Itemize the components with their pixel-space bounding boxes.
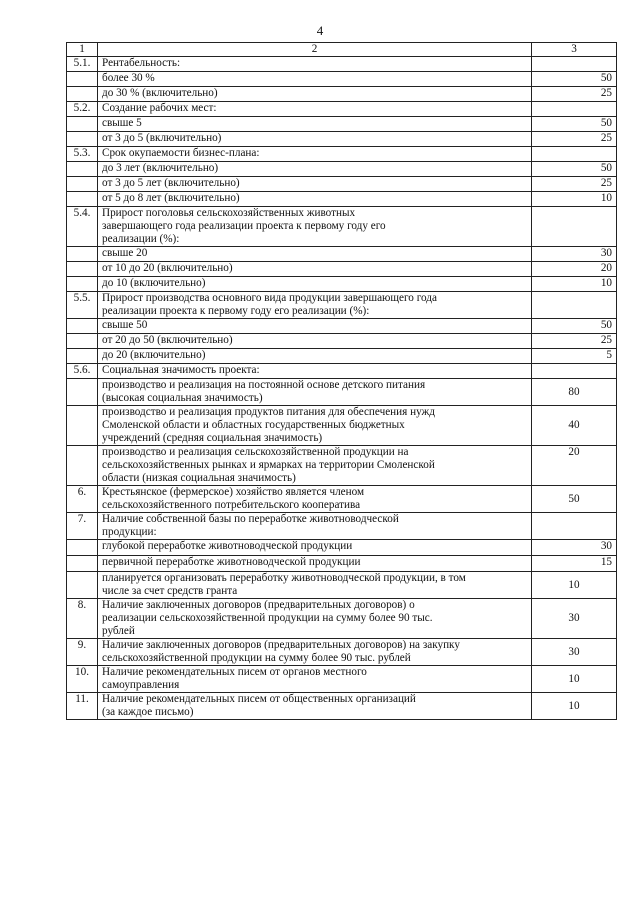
table-row xyxy=(67,349,617,364)
table-row xyxy=(67,446,617,486)
table-row xyxy=(67,102,617,117)
points: 10 xyxy=(532,572,617,599)
points: 10 xyxy=(532,693,617,720)
table-row xyxy=(67,693,617,720)
table-row xyxy=(67,364,617,379)
criterion-title: Наличие рекомендательных писем от общественных организаций (за каждое письмо) xyxy=(98,693,532,720)
criterion-option: до 30 % (включительно) xyxy=(98,87,532,102)
criterion-title: Срок окупаемости бизнес-плана: xyxy=(98,147,532,162)
table-row xyxy=(67,599,617,639)
criterion-option: от 5 до 8 лет (включительно) xyxy=(98,192,532,207)
points: 30 xyxy=(532,599,617,639)
page-number: 4 xyxy=(316,23,324,38)
criterion-title: Рентабельность: xyxy=(98,57,532,72)
points: 15 xyxy=(532,556,617,572)
row-number: 5.2. xyxy=(67,102,98,117)
criterion-option: до 10 (включительно) xyxy=(98,277,532,292)
row-number: 7. xyxy=(67,513,98,540)
points: 50 xyxy=(532,486,617,513)
row-number: 5.5. xyxy=(67,292,98,319)
criterion-option: до 3 лет (включительно) xyxy=(98,162,532,177)
table-row xyxy=(67,177,617,192)
criteria-table xyxy=(66,42,617,720)
criterion-option: первичной переработке животноводческой продукции xyxy=(98,556,532,572)
points: 25 xyxy=(532,334,617,349)
points: 50 xyxy=(532,117,617,132)
row-number: 11. xyxy=(67,693,98,720)
points: 50 xyxy=(532,72,617,87)
criterion-option: глубокой переработке животноводческой продукции xyxy=(98,540,532,556)
table-row xyxy=(67,162,617,177)
header-col2: 2 xyxy=(98,43,532,57)
table-row xyxy=(67,666,617,693)
criterion-option: производство и реализация продуктов питания для обеспечения нужд Смоленской области и областных государственных бюджетных учреждений (средняя социальная значимость) xyxy=(98,406,532,446)
points: 80 xyxy=(532,379,617,406)
points: 30 xyxy=(532,639,617,666)
header-col3: 3 xyxy=(532,43,617,57)
criterion-title: Наличие рекомендательных писем от органов местного самоуправления xyxy=(98,666,532,693)
criterion-title: Прирост поголовья сельскохозяйственных животных завершающего года реализации проекта к первому году его реализации (%): xyxy=(98,207,532,247)
table-row xyxy=(67,72,617,87)
criterion-option: до 20 (включительно) xyxy=(98,349,532,364)
table-row xyxy=(67,292,617,319)
row-number: 5.1. xyxy=(67,57,98,72)
table-row xyxy=(67,486,617,513)
criterion-option: более 30 % xyxy=(98,72,532,87)
points: 50 xyxy=(532,319,617,334)
points: 30 xyxy=(532,247,617,262)
table-row xyxy=(67,406,617,446)
header-col1: 1 xyxy=(67,43,98,57)
criterion-option: от 20 до 50 (включительно) xyxy=(98,334,532,349)
row-number: 6. xyxy=(67,486,98,513)
points: 20 xyxy=(532,446,617,486)
points: 20 xyxy=(532,262,617,277)
criterion-title: Наличие собственной базы по переработке животноводческой продукции: xyxy=(98,513,532,540)
criterion-option: от 3 до 5 лет (включительно) xyxy=(98,177,532,192)
table-row xyxy=(67,540,617,556)
points: 25 xyxy=(532,87,617,102)
table-row xyxy=(67,334,617,349)
criterion-title: Крестьянское (фермерское) хозяйство является членом сельскохозяйственного потребительского кооператива xyxy=(98,486,532,513)
criterion-title: Создание рабочих мест: xyxy=(98,102,532,117)
row-number: 10. xyxy=(67,666,98,693)
table-row xyxy=(67,117,617,132)
points: 10 xyxy=(532,666,617,693)
header-row xyxy=(67,43,617,57)
table-row xyxy=(67,639,617,666)
table-row xyxy=(67,247,617,262)
points: 25 xyxy=(532,132,617,147)
criterion-option: производство и реализация сельскохозяйственной продукции на сельскохозяйственных рынках и ярмарках на территории Смоленской области (низкая социальная значимость) xyxy=(98,446,532,486)
criterion-option: производство и реализация на постоянной основе детского питания (высокая социальная значимость) xyxy=(98,379,532,406)
table-row xyxy=(67,513,617,540)
table-row xyxy=(67,57,617,72)
table-row xyxy=(67,556,617,572)
points: 25 xyxy=(532,177,617,192)
points: 5 xyxy=(532,349,617,364)
criterion-title: Прирост производства основного вида продукции завершающего года реализации проекта к первому году его реализации (%): xyxy=(98,292,532,319)
criterion-title: Наличие заключенных договоров (предварительных договоров) на закупку сельскохозяйственной продукции на сумму более 90 тыс. рублей xyxy=(98,639,532,666)
row-number: 8. xyxy=(67,599,98,639)
table-row xyxy=(67,132,617,147)
criterion-title: Социальная значимость проекта: xyxy=(98,364,532,379)
table-row xyxy=(67,147,617,162)
criterion-option: свыше 20 xyxy=(98,247,532,262)
table-row xyxy=(67,262,617,277)
row-number: 5.4. xyxy=(67,207,98,247)
criterion-option: свыше 5 xyxy=(98,117,532,132)
table-row xyxy=(67,87,617,102)
points: 40 xyxy=(532,406,617,446)
table-row xyxy=(67,277,617,292)
row-number: 5.6. xyxy=(67,364,98,379)
table-row xyxy=(67,192,617,207)
table-row xyxy=(67,379,617,406)
row-number: 9. xyxy=(67,639,98,666)
table-row xyxy=(67,319,617,334)
criterion-option: свыше 50 xyxy=(98,319,532,334)
criterion-option: от 10 до 20 (включительно) xyxy=(98,262,532,277)
criterion-option: от 3 до 5 (включительно) xyxy=(98,132,532,147)
points: 10 xyxy=(532,192,617,207)
table-row xyxy=(67,572,617,599)
table-row xyxy=(67,207,617,247)
row-number: 5.3. xyxy=(67,147,98,162)
points: 50 xyxy=(532,162,617,177)
points: 10 xyxy=(532,277,617,292)
criterion-option: планируется организовать переработку животноводческой продукции, в том числе за счет средств гранта xyxy=(98,572,532,599)
points: 30 xyxy=(532,540,617,556)
criterion-title: Наличие заключенных договоров (предварительных договоров) о реализации сельскохозяйственной продукции на сумму более 90 тыс. рублей xyxy=(98,599,532,639)
